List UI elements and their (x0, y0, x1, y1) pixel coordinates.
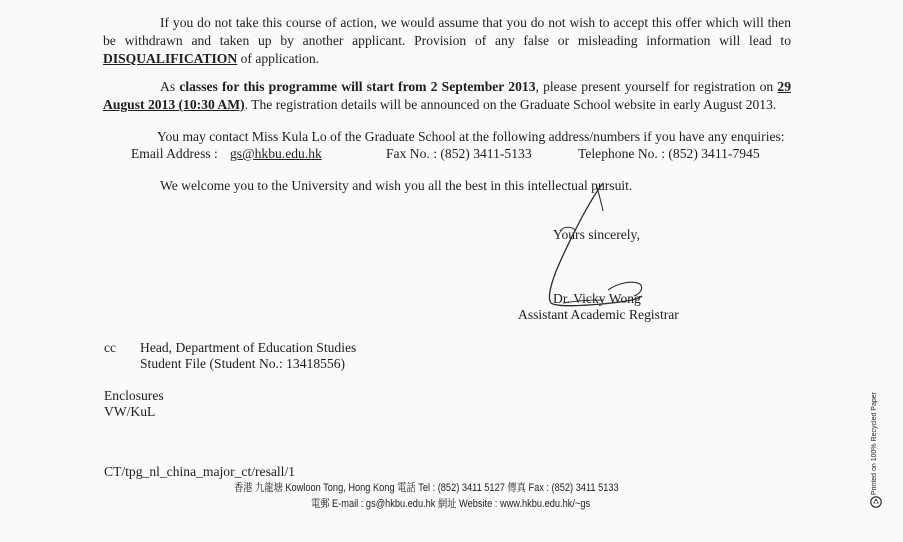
registration-tail: . The registration details will be announced on the Graduate School website in early August 2013. (244, 97, 777, 112)
enclosures-label: Enclosures (104, 388, 164, 403)
welcome-line: We welcome you to the University and wish you all the best in this intellectual pursuit. (160, 178, 633, 193)
footer-contact-line: 電郵 E-mail : gs@hkbu.edu.hk 網址 Website : www.hkbu.edu.hk/~gs (311, 498, 591, 510)
fax-number: Fax No. : (852) 3411-5133 (386, 146, 532, 161)
signatory-title: Assistant Academic Registrar (518, 307, 679, 322)
registration-date-day: 29 (777, 79, 791, 94)
recycled-paper-note (868, 392, 884, 510)
warning-text: If you do not take this course of action, we would assume that you do not wish to accept this offer which will then be withdrawn and taken up by another applicant. Provision of any false or misleading information will lead to (103, 15, 791, 48)
registration-lead: As (160, 79, 180, 94)
registration-mid: , please present yourself for registration on (535, 79, 778, 94)
signatory-name: Dr. Vicky Wong (553, 291, 641, 306)
file-reference: CT/tpg_nl_china_major_ct/resall/1 (104, 464, 296, 479)
telephone-number: Telephone No. : (852) 3411-7945 (578, 146, 760, 161)
closing-salutation: Yours sincerely, (553, 227, 640, 242)
cc-label: cc (104, 340, 117, 355)
paragraph-registration (103, 78, 791, 114)
contact-intro: You may contact Miss Kula Lo of the Graduate School at the following address/numbers if you have any enquiries: (157, 129, 785, 144)
class-start-date: classes for this programme will start from 2 September 2013 (179, 79, 536, 94)
registration-date: August 2013 (10:30 AM) (103, 97, 245, 112)
disqualification-emphasis: DISQUALIFICATION (103, 51, 238, 66)
recycled-paper-text: Printed on 100% Recycled Paper (871, 392, 878, 496)
recycle-icon (870, 496, 882, 508)
cc-recipient-2: Student File (Student No.: 13418556) (140, 356, 346, 371)
email-label: Email Address : (131, 146, 218, 161)
warning-tail: of application. (237, 51, 320, 66)
paragraph-action-warning (103, 14, 791, 68)
reference-initials: VW/KuL (104, 404, 156, 419)
email-address: gs@hkbu.edu.hk (230, 146, 322, 161)
footer-address-line: 香港 九龍塘 Kowloon Tong, Hong Kong 電話 Tel : (852) 3411 5127 傳真 Fax : (852) 3411 5133 (234, 482, 619, 494)
cc-recipient-1: Head, Department of Education Studies (140, 340, 357, 355)
